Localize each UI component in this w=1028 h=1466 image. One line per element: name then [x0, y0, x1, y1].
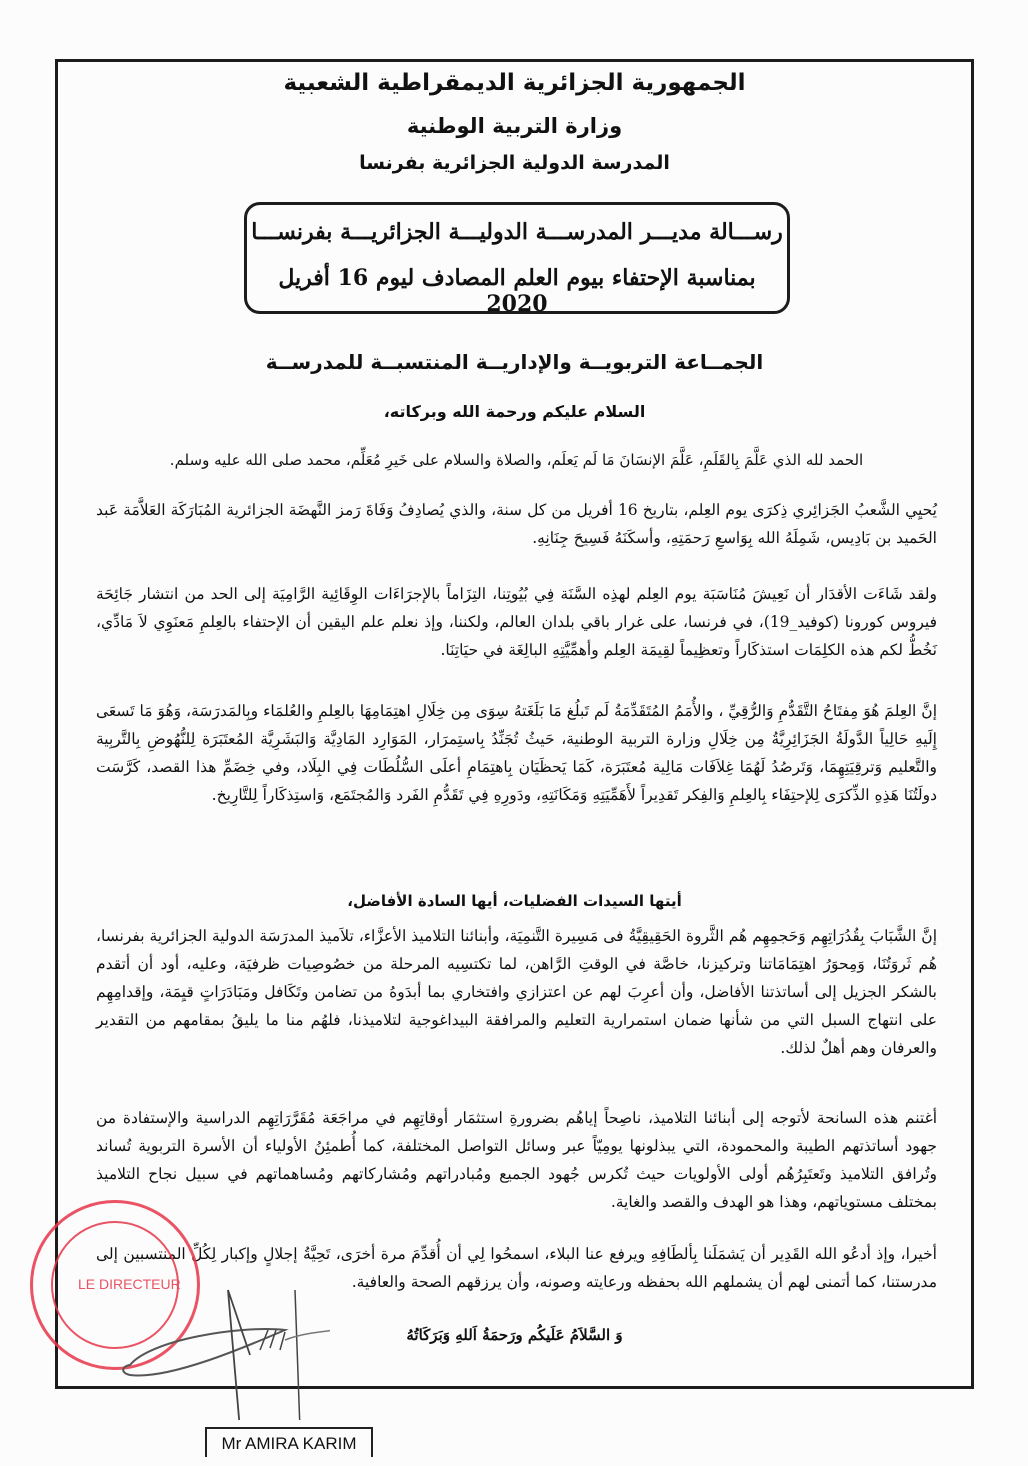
republic-heading: الجمهورية الجزائرية الديمقراطية الشعبية: [283, 70, 746, 96]
paragraph: أخيرا، وإذ أدعُو الله القَدِير أن يَشمَلَنا بِألطَافِهِ ويرفع عنا البلاء، اسمحُوا لِي أن أُقدِّمَ مرة أخرَى، تَحِيَّةُ إجلالٍ وإكبار لِكُلِّ المنتسبين إلى مدرستنا، كما أتمنى لهم أن يشملهم الله بحفظه ورعايته وصونه، وأن يرزقهم الصحة والعافية.: [96, 1245, 937, 1291]
paragraph: إنَّ العِلمَ هُوَ مِفتَاحُ التَّقَدُّمِ وَالرُّقِيِّ ، والأُمَمُ المُتَقَدِّمَةُ لَم تَبلُغ مَا بَلَغَتهُ سِوَى مِن خِلَالِ اهتِمَامِهَا بالعِلمِ والعُلمَاء وبِالمَدرَسَة، وَهُوَ مَا تَسعَى إِلَيهِ حَالِياً الدَّولَةُ الجَزَائِرِيَّةُ مِن خِلَالِ وزارة التربية الوطنية، حَيثُ تُجَنِّدُ بِاستِمرَار، المَوَارِد المَادِيَّة وَالبَشَرِيَّة المُعتَبَرَة لِلنُّهُوضِ بِالتَّربِية والتَّعليم وَترقِيَتِهِمَا، وَتَرصُدُ لَهُمَا غِلاَفَات مَالِية مُعتَبَرَة، كَمَا يَحظَيَان بِاهتِمَامِ أعلَى السُّلُطَات فِي البِلَاد، وفي خِضَمِّ هذا القصد، كَرَّسَت دولَتُنَا هَذِهِ الذِّكرَى لِلإحتِفَاء بِالعِلمِ وَالفِكر تَقدِيراً لأَهَمِّيَتِهِ وَمَكَانَتِهِ، ودَورِهِ فِي تَقَدُّمِ الفَرد وَالمُجتَمَع، وَاستِذكَاراً لِلتَّارِيخ.: [96, 702, 937, 804]
addressee: الجمــاعة التربويــة والإداريــة المنتسبــة للمدرســة: [265, 350, 764, 374]
paragraph: يُحيِي الشَّعبُ الجَزائِري ذِكرَى يوم العِلم، بتاريخ 16 أفريل من كل سنة، والذي يُصادِفُ وَفَاةَ رَمز النَّهضَة الجزائرية المُبَارَكَة العَلاَّمَة عَبد الحَميد بن بَادِيس، شَمِلَهُ الله بِوَاسعِ رَحمَتِهِ، وأسكَنَهُ فَسِيحَ جِنَانِهِ.: [96, 501, 937, 547]
salutation-heading: أيتها السيدات الفضليات، أيها السادة الأفاضل،: [347, 892, 682, 910]
paragraph: أغتنم هذه السانحة لأتوجه إلى أبنائنا التلاميذ، ناصِحاً إياهُم بضرورةِ استثمَار أوقاتِهِم في مراجَعَة مُقَرَّرَاتِهِم الدراسية والإستفادة من جهود أساتذتهم الطيبة والمحمودة، التي يبذلونها يومِيّاً عبر وسائل التواصل المختلفة، كما أُطمئِنُ الأولياء أن الأسرة التربوية تُساند وتُرافق التلاميذ وتَعتَبِرُهُم أولى الأولويات حيث تُكرس جُهود الجميع ومُبادراتهم ومُشاركاتهم ومُساهماتهم في سبيل نجاح التلاميذ بمختلف مستوياتهم، وهذا هو الهدف والقصد والغاية.: [96, 1109, 937, 1211]
ministry-heading: وزارة التربية الوطنية: [406, 114, 623, 138]
title-box: [244, 202, 790, 317]
title-line-2: بمناسبة الإحتفاء بيوم العلم المصادف ليوم 16 أفريل 2020: [278, 265, 756, 317]
greeting: السلام عليكم ورحمة الله وبركاته،: [383, 402, 646, 421]
paragraph-opening: الحمد لله الذي عَلَّمَ بِالقَلَمِ، عَلَّمَ الإنسَانَ مَا لَم يَعلَم، والصلاة والسلام على خَيرِ مُعَلِّم، محمد صلى الله عليه وسلم.: [169, 451, 864, 469]
paragraph: ولقد شَاءَت الأقدَار أن نَعِيشَ مُنَاسَبَة يوم العِلم لهذِه السَّنَة فِي بُيُوتِنا، التِزَاماً بالإجرَاءَات الوِقَائِية الرَّامِيَة إلى الحد من انتشار جَائِحَة فيروس كورونا (كوفيد_19)، في فرنسا، على غرار باقي بلدان العالم، ولكننا، وإذ نعلم علم اليقين أن الإحتفاء بالعِلمِ مَعنَوِي لاَ مَادِّي، نَخُطُّ لكم هذه الكلِمَات استذكَاراً وتعظِيماً لقِيمَة العِلم وأهمِّيَّتِهِ البالِغَة في حيَاتِنَا.: [96, 585, 937, 659]
title-line-1: رســـالة مديـــر المدرســـة الدوليـــة الجزائريـــة بفرنســـا: [251, 219, 783, 245]
stamp-label: LE DIRECTEUR: [78, 1276, 181, 1292]
document-frame: [55, 59, 974, 1389]
closing-salutation: وَ السَّلاَمُ عَلَيكُم ورَحمَةُ اَللهِ وَبَرَكَاتُهُ: [406, 1326, 623, 1344]
paragraph: إنَّ الشَّبَابَ بِقُدُرَاتِهِم وَحَجمِهِم هُم الثَّروة الحَقِيقِيَّةُ فى مَسِيرة التَّنمِيَة، وأبنائنا التلاميذ الأعزَّاء، تلاَميذ المدرَسَة الدولية الجزائرية بفرنسا، هُم ثَروَتُنَا، وَمِحوَرُ اهتِمَامَاتنا وتركيزنا، خاصَّة في الوقتِ الرَّاهن، لما تكتسِيه المرحلة من خصُوصِيات ظرفيَة، وعليه، أود أن أتقدم بالشكر الجزيل إلى أساتذتنا الأفاضل، وأن أعرِبَ لهم عن اعتزازي وافتخاري بما أبدَوهُ من تضامن وتَكَافل ومَبَادَرَاتٍ قيِمَة، وإقدامِهِم على انتهاج السبل التي من شأنها ضمان استمرارية التعليم والمرافقة البيداغوجية لتلاميذنا، فلهُم منا ما يليقُ بمقامهم من التقدير والعرفان وهم أهلٌ لذلك.: [96, 927, 937, 1057]
signature: [110, 1270, 330, 1420]
school-heading: المدرسة الدولية الجزائرية بفرنسا: [359, 152, 670, 174]
signatory-name: Mr AMIRA KARIM: [205, 1427, 373, 1457]
